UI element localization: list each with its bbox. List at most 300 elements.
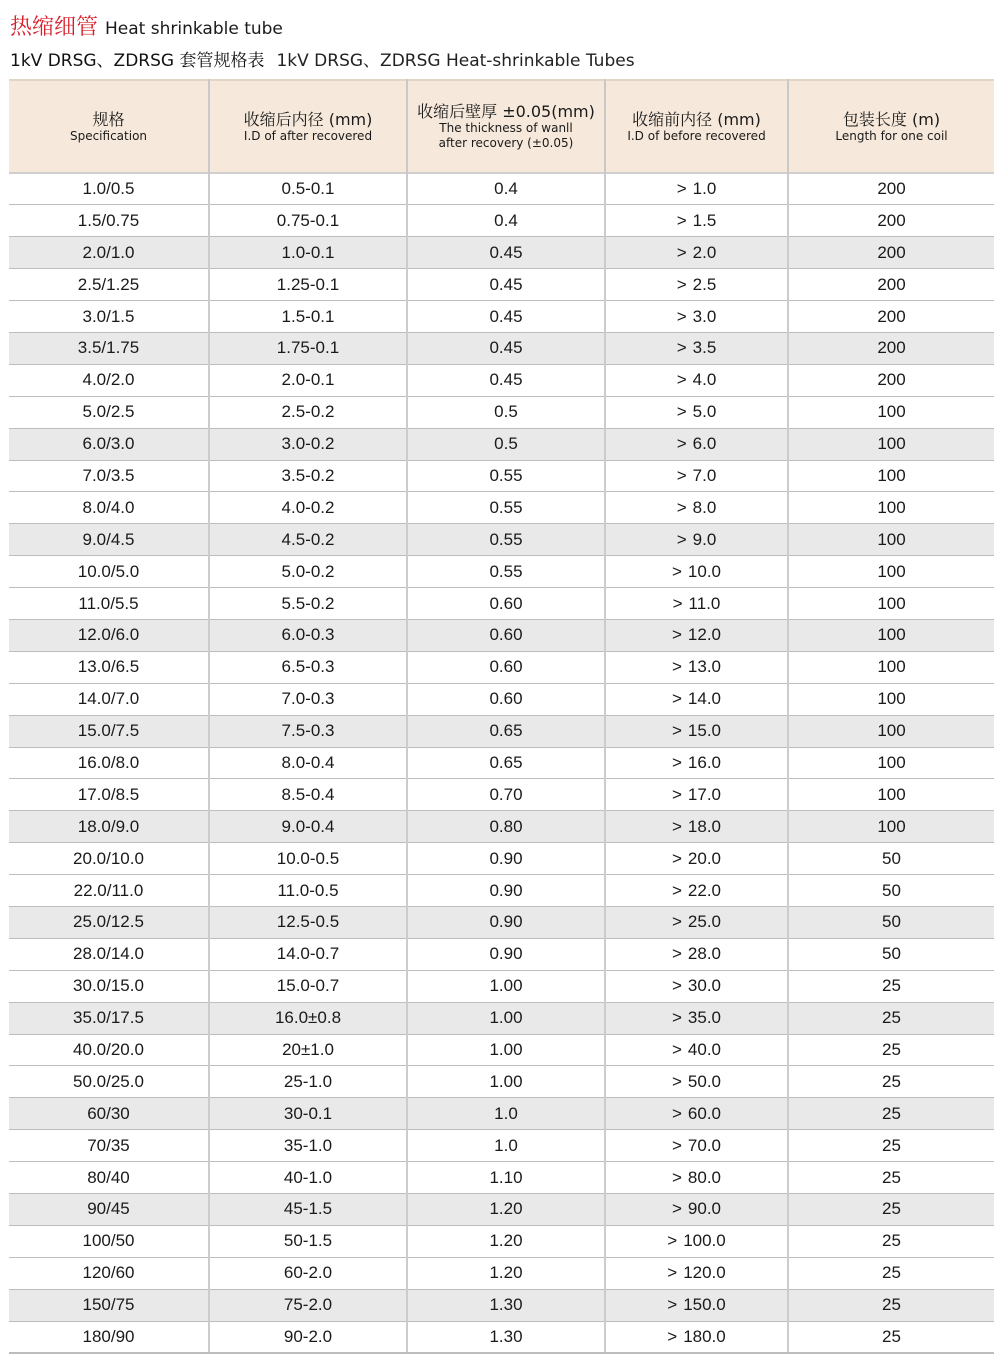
cell-specification: 2.5/1.25	[9, 269, 209, 301]
cell-thickness: 1.00	[407, 1034, 605, 1066]
cell-id-before	[605, 524, 788, 556]
table-row	[9, 556, 994, 588]
cell-value: 15.0	[687, 721, 722, 741]
header-id-after	[209, 80, 407, 173]
cell-value: 1.0	[692, 179, 717, 199]
cell-specification: 9.0/4.5	[9, 524, 209, 556]
cell-value: 20.0	[687, 848, 722, 868]
cell-value: 14.0	[687, 689, 722, 709]
cell-id-before	[605, 1098, 788, 1130]
greater-than-symbol: >	[671, 689, 682, 709]
table-row	[9, 1034, 994, 1066]
cell-value: 25.0	[687, 912, 722, 932]
cell-thickness: 1.20	[407, 1225, 605, 1257]
cell-id-before	[605, 1321, 788, 1353]
cell-id-before	[605, 396, 788, 428]
cell-thickness: 0.70	[407, 779, 605, 811]
cell-id-after: 1.0-0.1	[209, 237, 407, 269]
cell-value: 35.0	[687, 1008, 722, 1028]
cell-value: 7.0	[692, 465, 717, 485]
cell-id-after: 3.5-0.2	[209, 460, 407, 492]
greater-than-symbol: >	[671, 1008, 682, 1028]
table-row	[9, 970, 994, 1002]
cell-id-after: 8.5-0.4	[209, 779, 407, 811]
title-english: Heat shrinkable tube	[105, 19, 283, 39]
cell-length: 100	[788, 428, 994, 460]
cell-value: 3.5	[692, 338, 717, 358]
cell-value: 9.0	[692, 529, 717, 549]
header-en: I.D of after recovered	[243, 128, 373, 143]
cell-value: 2.5	[692, 274, 717, 294]
cell-specification: 70/35	[9, 1130, 209, 1162]
greater-than-symbol: >	[667, 1263, 678, 1283]
cell-specification: 3.0/1.5	[9, 301, 209, 333]
cell-specification: 35.0/17.5	[9, 1002, 209, 1034]
cell-value: 70.0	[687, 1135, 722, 1155]
cell-value: 2.0	[692, 242, 717, 262]
cell-id-after: 5.5-0.2	[209, 588, 407, 620]
cell-thickness: 0.5	[407, 396, 605, 428]
cell-id-after: 90-2.0	[209, 1321, 407, 1353]
cell-thickness: 0.45	[407, 269, 605, 301]
table-title	[10, 46, 635, 72]
cell-thickness: 0.55	[407, 524, 605, 556]
header-cn: 收缩后内径 (mm)	[243, 109, 373, 129]
cell-value: 6.0	[692, 434, 717, 454]
cell-value: 13.0	[687, 657, 722, 677]
cell-thickness: 0.90	[407, 906, 605, 938]
cell-id-before	[605, 1130, 788, 1162]
cell-thickness: 0.90	[407, 938, 605, 970]
cell-thickness: 1.20	[407, 1194, 605, 1226]
cell-id-after: 1.25-0.1	[209, 269, 407, 301]
header-en: Specification	[69, 128, 148, 143]
header-en-line2: after recovery (±0.05)	[438, 136, 574, 150]
greater-than-symbol: >	[671, 721, 682, 741]
table-row	[9, 619, 994, 651]
cell-id-before	[605, 843, 788, 875]
cell-value: 80.0	[687, 1167, 722, 1187]
cell-specification: 20.0/10.0	[9, 843, 209, 875]
table-row	[9, 1130, 994, 1162]
table-row	[9, 747, 994, 779]
cell-thickness: 0.80	[407, 811, 605, 843]
cell-thickness: 1.00	[407, 1002, 605, 1034]
table-row	[9, 1098, 994, 1130]
header-cn: 收缩前内径 (mm)	[632, 109, 761, 129]
cell-length: 25	[788, 1289, 994, 1321]
greater-than-symbol: >	[672, 593, 683, 613]
table-row	[9, 875, 994, 907]
greater-than-symbol: >	[676, 497, 687, 517]
table-row	[9, 492, 994, 524]
cell-length: 200	[788, 237, 994, 269]
cell-thickness: 0.5	[407, 428, 605, 460]
cell-id-before	[605, 556, 788, 588]
cell-id-before	[605, 1066, 788, 1098]
greater-than-symbol: >	[667, 1326, 678, 1346]
greater-than-symbol: >	[676, 338, 687, 358]
cell-length: 100	[788, 651, 994, 683]
header-cn: 收缩后壁厚 ±0.05(mm)	[417, 102, 595, 121]
cell-id-after: 60-2.0	[209, 1257, 407, 1289]
cell-specification: 1.5/0.75	[9, 205, 209, 237]
cell-value: 22.0	[687, 880, 722, 900]
cell-id-before	[605, 237, 788, 269]
cell-specification: 120/60	[9, 1257, 209, 1289]
cell-specification: 3.5/1.75	[9, 332, 209, 364]
cell-length: 100	[788, 811, 994, 843]
cell-value: 60.0	[687, 1103, 722, 1123]
cell-specification: 17.0/8.5	[9, 779, 209, 811]
cell-value: 100.0	[683, 1231, 726, 1251]
cell-id-after: 8.0-0.4	[209, 747, 407, 779]
cell-specification: 6.0/3.0	[9, 428, 209, 460]
cell-thickness: 0.55	[407, 492, 605, 524]
cell-id-before	[605, 1162, 788, 1194]
header-row	[9, 80, 994, 173]
cell-value: 10.0	[687, 561, 722, 581]
cell-thickness: 0.4	[407, 173, 605, 205]
cell-id-after: 50-1.5	[209, 1225, 407, 1257]
table-row	[9, 715, 994, 747]
cell-id-before	[605, 747, 788, 779]
cell-id-after: 6.5-0.3	[209, 651, 407, 683]
cell-length: 100	[788, 715, 994, 747]
cell-length: 25	[788, 1130, 994, 1162]
spec-table	[9, 79, 994, 1354]
header-en: The thickness of wanll	[439, 121, 573, 135]
cell-id-after: 30-0.1	[209, 1098, 407, 1130]
table-row	[9, 588, 994, 620]
cell-id-after: 15.0-0.7	[209, 970, 407, 1002]
cell-thickness: 1.00	[407, 970, 605, 1002]
header-id-before	[605, 80, 788, 173]
greater-than-symbol: >	[671, 752, 682, 772]
cell-id-after: 2.5-0.2	[209, 396, 407, 428]
cell-id-before	[605, 619, 788, 651]
cell-id-before	[605, 332, 788, 364]
cell-id-after: 0.75-0.1	[209, 205, 407, 237]
cell-id-before	[605, 970, 788, 1002]
cell-id-after: 25-1.0	[209, 1066, 407, 1098]
table-row	[9, 301, 994, 333]
cell-specification: 50.0/25.0	[9, 1066, 209, 1098]
greater-than-symbol: >	[671, 625, 682, 645]
cell-value: 11.0	[688, 593, 721, 613]
cell-id-before	[605, 205, 788, 237]
cell-thickness: 1.0	[407, 1098, 605, 1130]
cell-specification: 4.0/2.0	[9, 364, 209, 396]
cell-specification: 100/50	[9, 1225, 209, 1257]
greater-than-symbol: >	[671, 1071, 682, 1091]
cell-thickness: 1.20	[407, 1257, 605, 1289]
cell-id-after: 7.0-0.3	[209, 683, 407, 715]
cell-length: 200	[788, 173, 994, 205]
cell-id-after: 1.75-0.1	[209, 332, 407, 364]
cell-thickness: 1.00	[407, 1066, 605, 1098]
table-row	[9, 460, 994, 492]
cell-id-after: 6.0-0.3	[209, 619, 407, 651]
cell-thickness: 0.45	[407, 237, 605, 269]
table-row	[9, 173, 994, 205]
cell-length: 50	[788, 906, 994, 938]
cell-id-after: 14.0-0.7	[209, 938, 407, 970]
table-row	[9, 843, 994, 875]
cell-id-after: 0.5-0.1	[209, 173, 407, 205]
cell-id-after: 4.0-0.2	[209, 492, 407, 524]
cell-thickness: 1.0	[407, 1130, 605, 1162]
cell-id-before	[605, 1289, 788, 1321]
cell-length: 200	[788, 364, 994, 396]
cell-id-after: 4.5-0.2	[209, 524, 407, 556]
cell-id-after: 35-1.0	[209, 1130, 407, 1162]
greater-than-symbol: >	[671, 784, 682, 804]
cell-length: 25	[788, 1034, 994, 1066]
cell-id-after: 75-2.0	[209, 1289, 407, 1321]
greater-than-symbol: >	[671, 976, 682, 996]
title-chinese: 热缩细管	[10, 15, 99, 40]
table-row	[9, 205, 994, 237]
greater-than-symbol: >	[676, 210, 687, 230]
cell-length: 25	[788, 1194, 994, 1226]
cell-id-before	[605, 875, 788, 907]
table-row	[9, 938, 994, 970]
cell-id-before	[605, 811, 788, 843]
cell-thickness: 0.60	[407, 651, 605, 683]
cell-id-before	[605, 269, 788, 301]
cell-length: 200	[788, 332, 994, 364]
greater-than-symbol: >	[676, 306, 687, 326]
cell-length: 50	[788, 843, 994, 875]
cell-id-before	[605, 1194, 788, 1226]
header-length	[788, 80, 994, 173]
cell-value: 12.0	[687, 625, 722, 645]
table-row	[9, 651, 994, 683]
cell-specification: 8.0/4.0	[9, 492, 209, 524]
cell-specification: 11.0/5.5	[9, 588, 209, 620]
greater-than-symbol: >	[676, 179, 687, 199]
cell-thickness: 0.55	[407, 556, 605, 588]
greater-than-symbol: >	[676, 370, 687, 390]
greater-than-symbol: >	[676, 434, 687, 454]
cell-length: 25	[788, 1162, 994, 1194]
cell-id-before	[605, 588, 788, 620]
cell-value: 28.0	[687, 944, 722, 964]
table-body	[9, 173, 994, 1353]
greater-than-symbol: >	[671, 816, 682, 836]
cell-thickness: 0.60	[407, 683, 605, 715]
greater-than-symbol: >	[676, 242, 687, 262]
cell-length: 200	[788, 269, 994, 301]
table-row	[9, 428, 994, 460]
greater-than-symbol: >	[671, 1199, 682, 1219]
cell-value: 180.0	[683, 1326, 726, 1346]
cell-value: 150.0	[683, 1295, 726, 1315]
cell-length: 25	[788, 1002, 994, 1034]
header-thickness	[407, 80, 605, 173]
cell-length: 100	[788, 779, 994, 811]
cell-thickness: 1.30	[407, 1289, 605, 1321]
cell-thickness: 0.4	[407, 205, 605, 237]
cell-thickness: 0.55	[407, 460, 605, 492]
cell-id-after: 40-1.0	[209, 1162, 407, 1194]
cell-specification: 13.0/6.5	[9, 651, 209, 683]
greater-than-symbol: >	[671, 1103, 682, 1123]
cell-id-after: 7.5-0.3	[209, 715, 407, 747]
cell-thickness: 0.45	[407, 332, 605, 364]
cell-specification: 15.0/7.5	[9, 715, 209, 747]
cell-id-before	[605, 428, 788, 460]
cell-id-after: 20±1.0	[209, 1034, 407, 1066]
cell-thickness: 0.60	[407, 588, 605, 620]
cell-id-before	[605, 1257, 788, 1289]
cell-value: 5.0	[692, 402, 717, 422]
cell-id-before	[605, 779, 788, 811]
table-row	[9, 237, 994, 269]
table-row	[9, 811, 994, 843]
cell-length: 100	[788, 683, 994, 715]
cell-id-before	[605, 1002, 788, 1034]
table-row	[9, 332, 994, 364]
greater-than-symbol: >	[671, 1135, 682, 1155]
cell-length: 25	[788, 1098, 994, 1130]
cell-length: 25	[788, 1257, 994, 1289]
table-row	[9, 524, 994, 556]
cell-length: 25	[788, 1225, 994, 1257]
header-cn: 包装长度 (m)	[842, 109, 941, 129]
cell-value: 8.0	[692, 497, 717, 517]
cell-specification: 22.0/11.0	[9, 875, 209, 907]
cell-specification: 16.0/8.0	[9, 747, 209, 779]
cell-id-after: 9.0-0.4	[209, 811, 407, 843]
cell-id-after: 5.0-0.2	[209, 556, 407, 588]
cell-id-before	[605, 1034, 788, 1066]
cell-value: 40.0	[687, 1039, 722, 1059]
table-row	[9, 1289, 994, 1321]
cell-length: 25	[788, 970, 994, 1002]
cell-length: 100	[788, 460, 994, 492]
table-row	[9, 1066, 994, 1098]
cell-value: 4.0	[692, 370, 717, 390]
table-row	[9, 906, 994, 938]
header-en: I.D of before recovered	[627, 128, 766, 143]
cell-thickness: 0.65	[407, 715, 605, 747]
cell-id-after: 16.0±0.8	[209, 1002, 407, 1034]
greater-than-symbol: >	[671, 944, 682, 964]
cell-length: 100	[788, 492, 994, 524]
cell-id-after: 45-1.5	[209, 1194, 407, 1226]
cell-specification: 5.0/2.5	[9, 396, 209, 428]
cell-id-before	[605, 364, 788, 396]
cell-specification: 7.0/3.5	[9, 460, 209, 492]
table-row	[9, 1225, 994, 1257]
table-row	[9, 396, 994, 428]
cell-length: 25	[788, 1066, 994, 1098]
greater-than-symbol: >	[671, 1039, 682, 1059]
greater-than-symbol: >	[671, 657, 682, 677]
page-title	[10, 10, 283, 40]
cell-length: 50	[788, 875, 994, 907]
header-specification	[9, 80, 209, 173]
cell-id-after: 11.0-0.5	[209, 875, 407, 907]
cell-specification: 2.0/1.0	[9, 237, 209, 269]
cell-specification: 90/45	[9, 1194, 209, 1226]
cell-length: 100	[788, 396, 994, 428]
table-row	[9, 1002, 994, 1034]
table-row	[9, 1162, 994, 1194]
cell-specification: 60/30	[9, 1098, 209, 1130]
cell-id-after: 1.5-0.1	[209, 301, 407, 333]
cell-thickness: 0.90	[407, 843, 605, 875]
cell-id-before	[605, 1225, 788, 1257]
greater-than-symbol: >	[671, 880, 682, 900]
greater-than-symbol: >	[671, 912, 682, 932]
cell-specification: 40.0/20.0	[9, 1034, 209, 1066]
cell-value: 17.0	[687, 784, 722, 804]
cell-value: 30.0	[687, 976, 722, 996]
cell-id-after: 3.0-0.2	[209, 428, 407, 460]
subtitle-chinese: 1kV DRSG、ZDRSG 套管规格表	[10, 51, 265, 71]
cell-thickness: 1.30	[407, 1321, 605, 1353]
greater-than-symbol: >	[676, 529, 687, 549]
cell-length: 25	[788, 1321, 994, 1353]
table-row	[9, 269, 994, 301]
cell-thickness: 0.60	[407, 619, 605, 651]
cell-id-before	[605, 492, 788, 524]
cell-value: 90.0	[687, 1199, 722, 1219]
cell-value: 16.0	[687, 752, 722, 772]
cell-specification: 30.0/15.0	[9, 970, 209, 1002]
cell-id-after: 12.5-0.5	[209, 906, 407, 938]
cell-value: 1.5	[692, 210, 717, 230]
cell-id-before	[605, 683, 788, 715]
cell-id-before	[605, 715, 788, 747]
cell-thickness: 0.45	[407, 301, 605, 333]
greater-than-symbol: >	[667, 1231, 678, 1251]
cell-thickness: 1.10	[407, 1162, 605, 1194]
cell-id-before	[605, 938, 788, 970]
greater-than-symbol: >	[671, 561, 682, 581]
cell-length: 100	[788, 619, 994, 651]
cell-length: 100	[788, 588, 994, 620]
cell-specification: 14.0/7.0	[9, 683, 209, 715]
cell-thickness: 0.90	[407, 875, 605, 907]
cell-specification: 25.0/12.5	[9, 906, 209, 938]
cell-value: 50.0	[687, 1071, 722, 1091]
cell-specification: 150/75	[9, 1289, 209, 1321]
header-cn: 规格	[92, 109, 125, 129]
cell-specification: 180/90	[9, 1321, 209, 1353]
cell-specification: 1.0/0.5	[9, 173, 209, 205]
cell-length: 50	[788, 938, 994, 970]
table-header	[9, 80, 994, 173]
cell-specification: 80/40	[9, 1162, 209, 1194]
cell-id-after: 10.0-0.5	[209, 843, 407, 875]
table-row	[9, 1194, 994, 1226]
cell-id-before	[605, 173, 788, 205]
cell-length: 100	[788, 747, 994, 779]
table-row	[9, 779, 994, 811]
greater-than-symbol: >	[667, 1295, 678, 1315]
cell-value: 18.0	[687, 816, 722, 836]
cell-length: 100	[788, 556, 994, 588]
cell-length: 200	[788, 301, 994, 333]
cell-length: 200	[788, 205, 994, 237]
cell-specification: 18.0/9.0	[9, 811, 209, 843]
cell-id-before	[605, 906, 788, 938]
header-en: Length for one coil	[835, 128, 948, 143]
